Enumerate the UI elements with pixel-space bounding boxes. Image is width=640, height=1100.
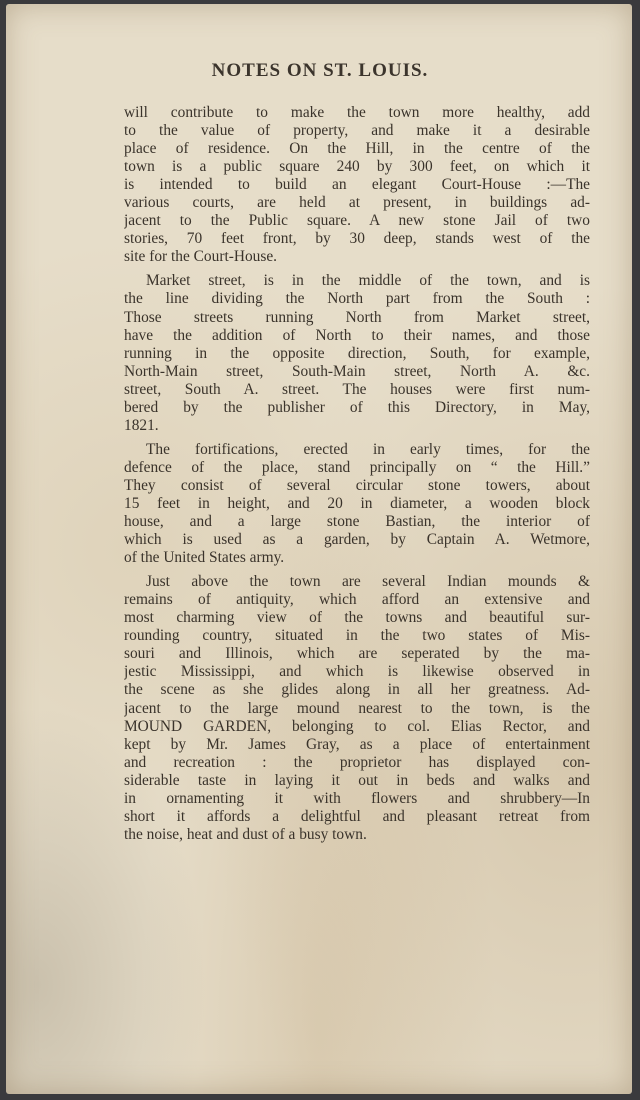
text-line: stories, 70 feet front, by 30 deep, stands west of the [124,230,590,248]
text-line: is intended to build an elegant Court-House :—The [124,176,590,194]
text-line: place of residence. On the Hill, in the centre of the [124,140,590,158]
text-line: of the United States army. [124,549,285,567]
text-line: bered by the publisher of this Directory, in May, [124,398,590,416]
paragraph-2 [124,272,590,434]
text-line: They consist of several circular stone towers, about [124,476,590,494]
text-line: the line dividing the North part from the South : [124,290,590,308]
text-line: in ornamenting it with flowers and shrubbery—In [124,789,590,807]
text-line: remains of antiquity, which afford an extensive and [124,591,590,609]
text-line: 1821. [124,416,159,434]
text-line: and recreation : the proprietor has displayed con- [124,753,590,771]
text-line: short it affords a delightful and pleasant retreat from [124,807,590,825]
text-line: various courts, are held at present, in buildings ad- [124,194,590,212]
text-line: MOUND GARDEN, belonging to col. Elias Rector, and [124,717,590,735]
text-line: running in the opposite direction, South, for example, [124,344,590,362]
paragraph-4 [124,573,590,844]
text-line: the noise, heat and dust of a busy town. [124,825,367,843]
text-line: jacent to the Public square. A new stone Jail of two [124,212,590,230]
text-line: site for the Court-House. [124,248,278,266]
text-line: have the addition of North to their names, and those [124,326,590,344]
text-line: siderable taste in laying it out in beds and walks and [124,771,590,789]
text-line: street, South A. street. The houses were first num- [124,380,590,398]
text-line: jacent to the large mound nearest to the town, is the [124,699,590,717]
text-line: will contribute to make the town more healthy, add [124,104,590,121]
text-line: The fortifications, erected in early times, for the [146,440,590,458]
text-line: Those streets running North from Market street, [124,308,590,326]
text-line: town is a public square 240 by 300 feet, on which it [124,158,590,176]
text-line: jestic Mississippi, and which is likewise observed in [124,663,590,681]
text-line: house, and a large stone Bastian, the interior of [124,513,590,531]
paragraph-1 [124,104,590,266]
text-line: Just above the town are several Indian mounds & [146,573,590,591]
text-line: which is used as a garden, by Captain A. Wetmore, [124,531,590,549]
text-line: souri and Illinois, which are seperated by the ma- [124,645,590,663]
text-line: Market street, is in the middle of the town, and is [146,272,590,290]
text-line: rounding country, situated in the two states of Mis- [124,627,590,645]
paragraph-3 [124,441,590,567]
text-line: to the value of property, and make it a desirable [124,122,590,140]
text-line: kept by Mr. James Gray, as a place of entertainment [124,735,590,753]
text-line: defence of the place, stand principally on “ the Hill.” [124,458,590,476]
text-line: most charming view of the towns and beautiful sur- [124,609,590,627]
text-line: North-Main street, South-Main street, North A. &c. [124,362,590,380]
body-text [124,104,590,844]
text-line: 15 feet in height, and 20 in diameter, a wooden block [124,494,590,512]
text-line: the scene as she glides along in all her greatness. Ad- [124,681,590,699]
running-header: NOTES ON ST. LOUIS. [211,60,429,81]
